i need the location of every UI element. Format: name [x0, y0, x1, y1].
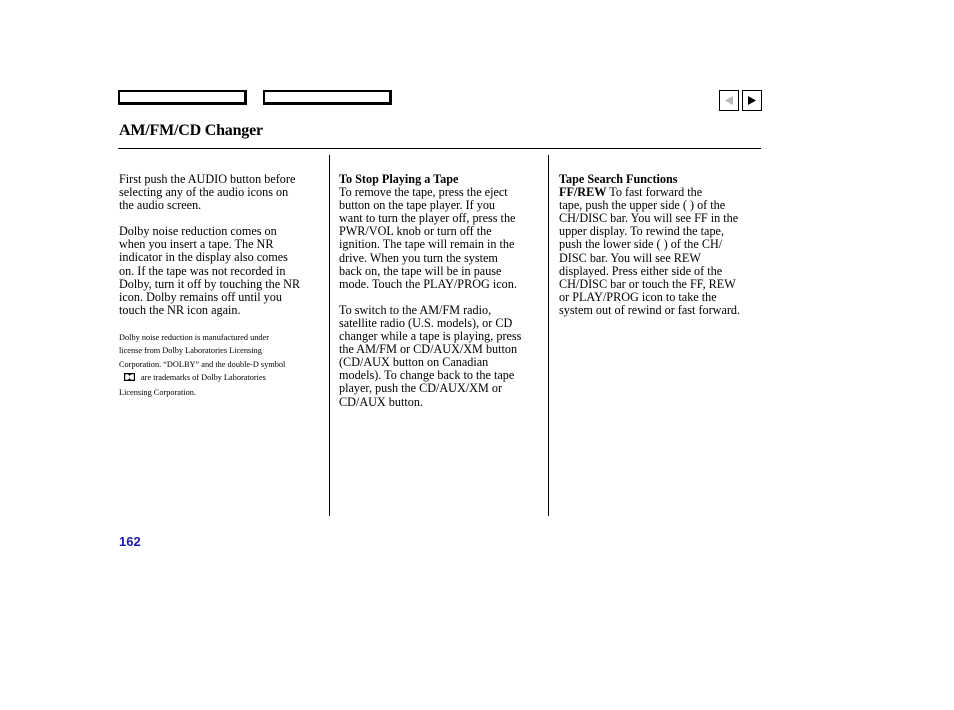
column-2	[339, 173, 544, 409]
column-1	[119, 173, 324, 399]
dolby-footnote-text-2: are trademarks of Dolby Laboratories Licensing Corporation.	[119, 373, 266, 397]
double-d-icon	[124, 372, 135, 385]
nav-link-box-1[interactable]	[118, 90, 247, 105]
page-number: 162	[119, 534, 141, 549]
column-divider-1	[329, 155, 330, 516]
stop-tape-paragraph: To remove the tape, press the eject button on the tape player. If you want to turn the player off, press the PWR/VOL knob or turn off the ignition. The tape will remain in the drive. When you turn the system back on, the tape will be in pause mode. Touch the PLAY/PROG icon.	[339, 185, 517, 291]
previous-page-button[interactable]	[719, 90, 739, 111]
column-3	[559, 173, 764, 317]
dolby-paragraph: Dolby noise reduction comes on when you insert a tape. The NR indicator in the display also comes on. If the tape was not recorded in Dolby, turn it off by touching the NR icon. Dolby remains off until you touch the NR icon again.	[119, 224, 301, 317]
ff-rew-label: FF/REW	[559, 185, 607, 200]
triangle-left-icon	[725, 96, 733, 105]
dolby-footnote	[119, 331, 324, 399]
column-divider-2	[548, 155, 549, 516]
next-page-button[interactable]	[742, 90, 762, 111]
triangle-right-icon	[748, 96, 756, 105]
ff-rew-paragraph	[559, 186, 764, 317]
stop-tape-heading: To Stop Playing a Tape	[339, 172, 459, 186]
dolby-footnote-text-1: Dolby noise reduction is manufactured under license from Dolby Laboratories Licensing Corporation. “DOLBY” and the double-D symbol	[119, 332, 286, 369]
tape-search-heading: Tape Search Functions	[559, 172, 678, 186]
title-divider	[118, 148, 761, 149]
audio-button-paragraph: First push the AUDIO button before selecting any of the audio icons on the audio screen.	[119, 172, 296, 213]
ff-rew-text: To fast forward the tape, push the upper side ( ) of the CH/DISC bar. You will see FF in the upper display. To rewind the tape, push the lower side ( ) of the CH/ DISC bar. You will see REW displayed. Press either side of the CH/DISC bar or touch the FF, REW or PLAY/PROG icon to take the system out of rewind or fast forward.	[559, 185, 741, 317]
nav-link-box-2[interactable]	[263, 90, 392, 105]
page-title: AM/FM/CD Changer	[119, 122, 263, 139]
switch-source-paragraph: To switch to the AM/FM radio, satellite radio (U.S. models), or CD changer while a tape is playing, press the AM/FM or CD/AUX/XM button (CD/AUX button on Canadian models). To change back to the tape player, push the CD/AUX/XM or CD/AUX button.	[339, 302, 522, 409]
